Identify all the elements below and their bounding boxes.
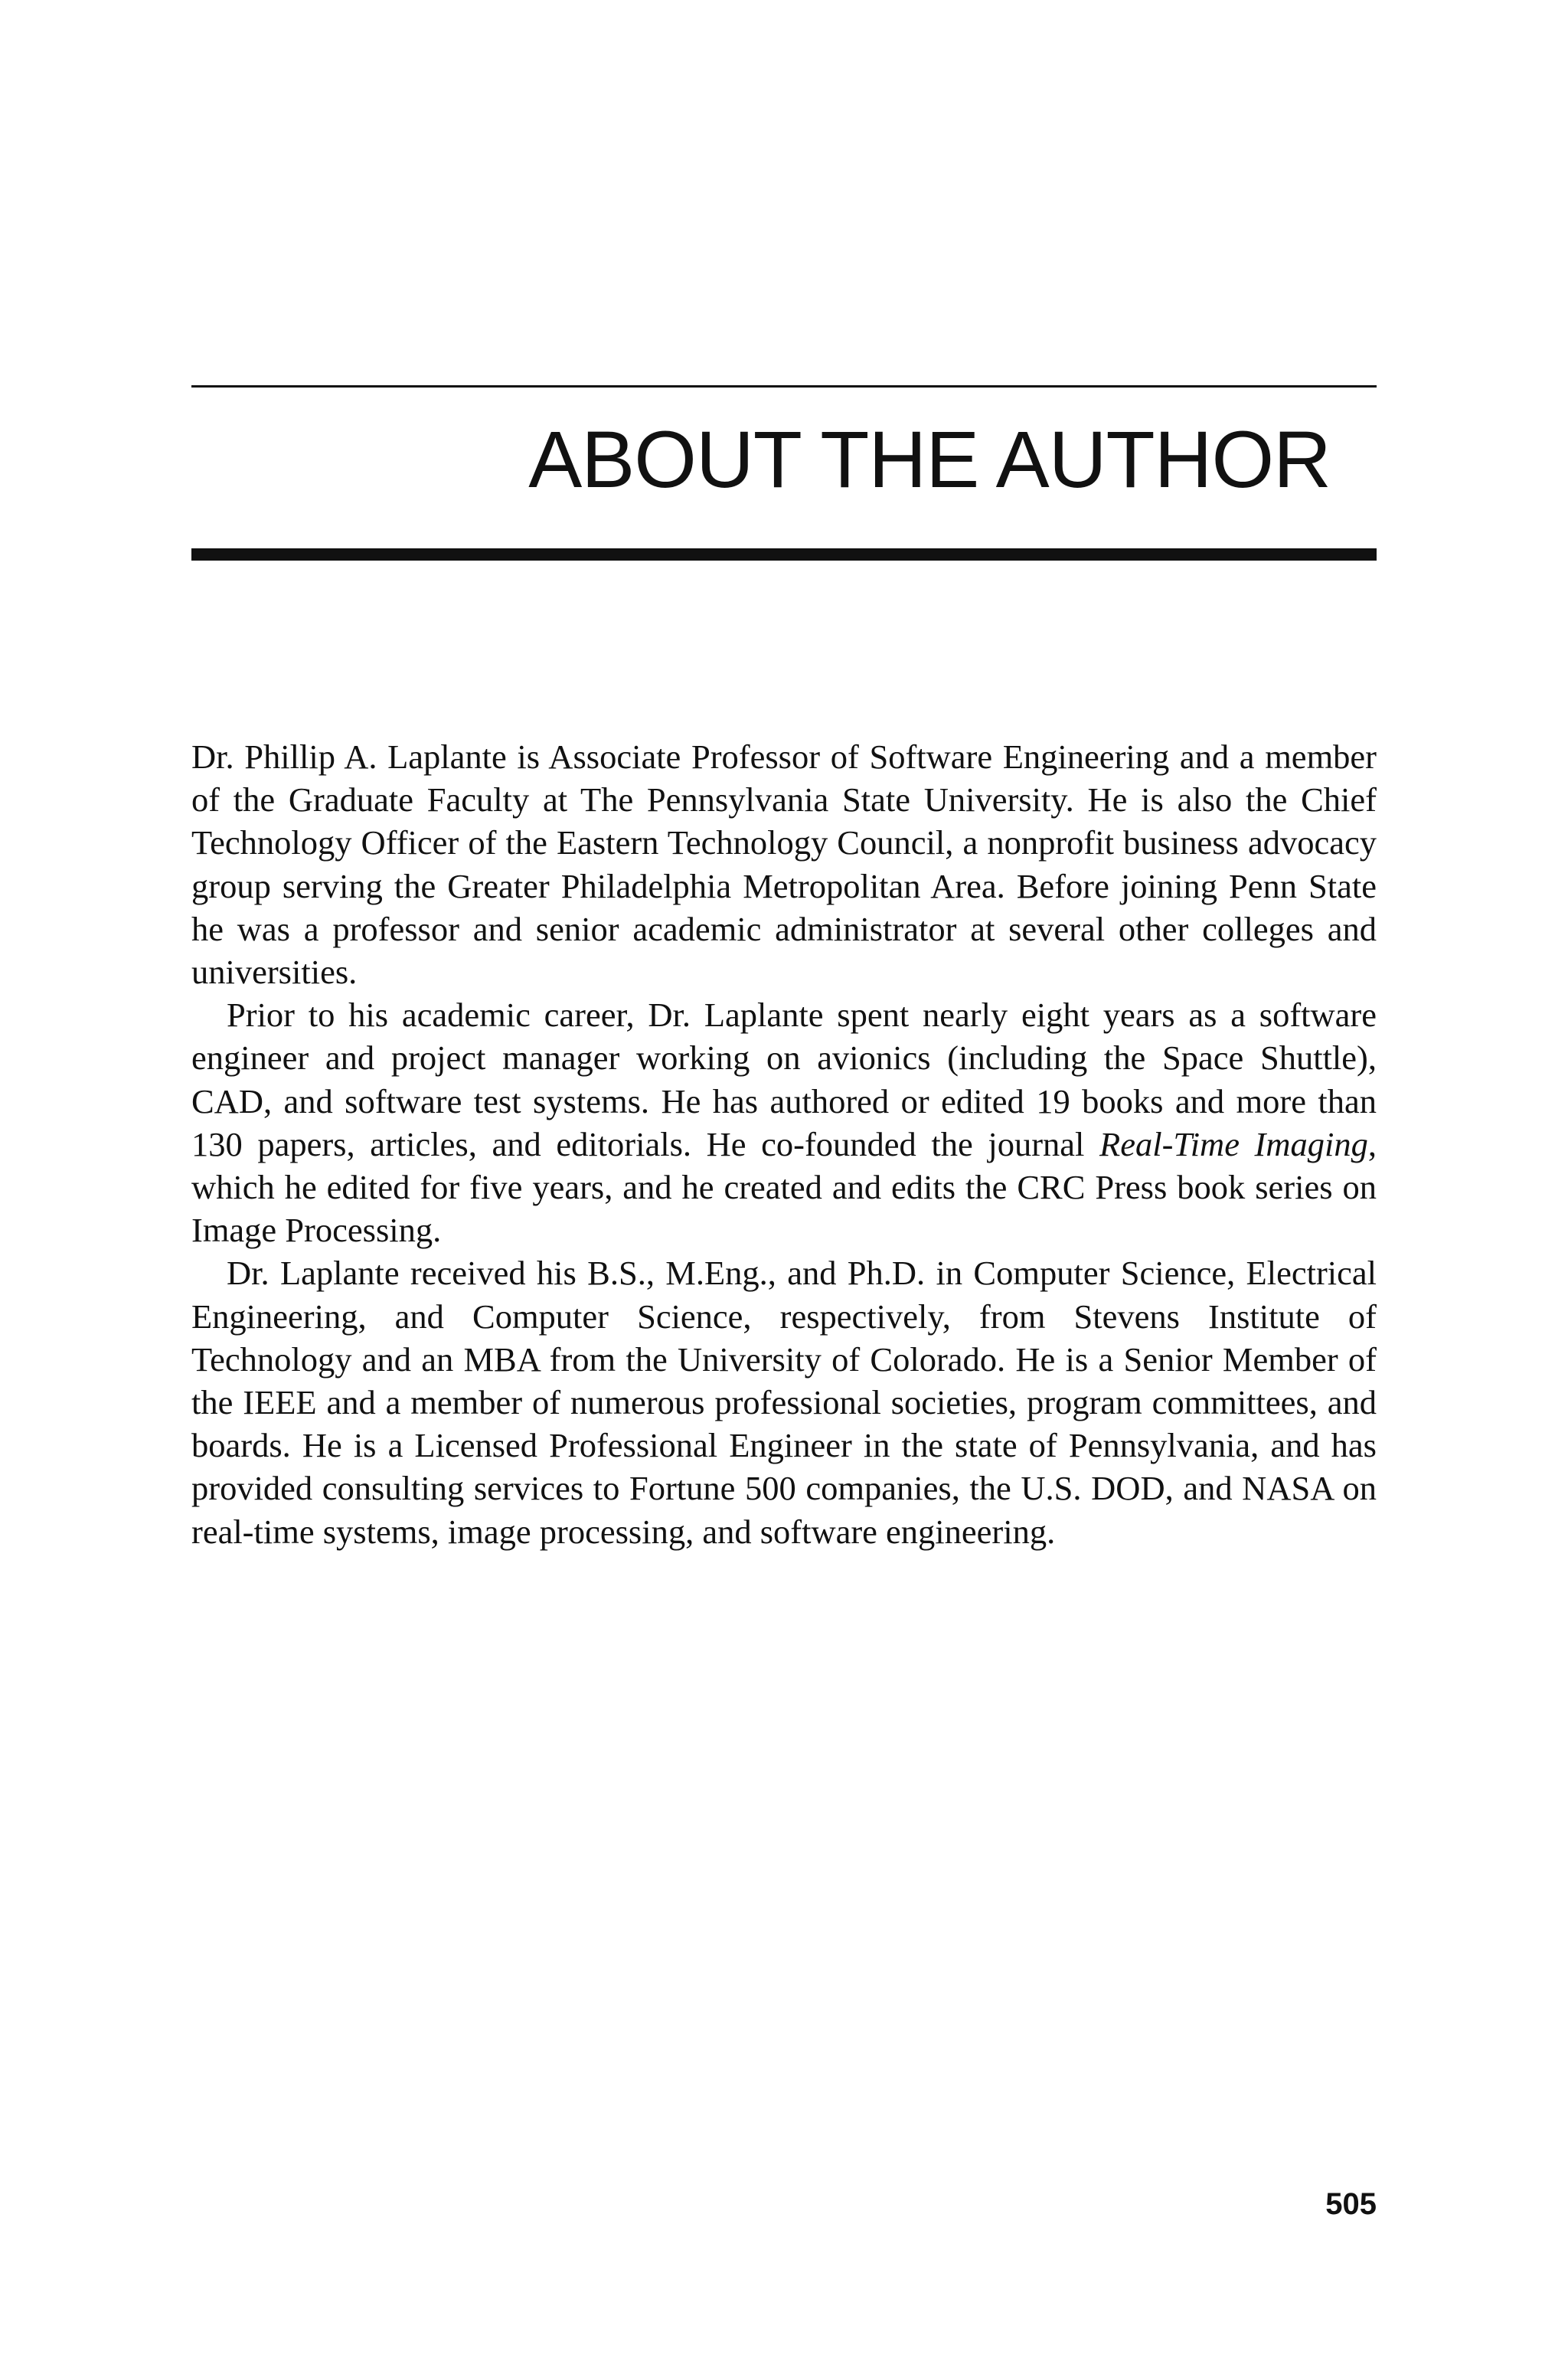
page-number: 505	[1325, 2187, 1377, 2221]
journal-title: Real-Time Imaging	[1099, 1124, 1368, 1163]
top-rule	[191, 385, 1377, 388]
bio-paragraph-2-text-end: , which he edited for five years, and he created and edits the CRC Press book series on Image Processing.	[191, 1124, 1377, 1250]
chapter-title: ABOUT THE AUTHOR	[528, 415, 1331, 505]
bio-paragraph-1: Dr. Phillip A. Laplante is Associate Professor of Software Engineering and a member of the Graduate Faculty at The Pennsylvania State University. He is also the Chief Technology Officer of the Eastern Technology Council, a nonprofit business advocacy group serving the Greater Philadelphia Metropolitan Area. Before joining Penn State he was a professor and senior academic administrator at several other colleges and universities.	[191, 738, 1377, 992]
bio-paragraph-2-text-start: Prior to his academic career, Dr. Laplante spent nearly eight years as a software engineer and project manager working on avionics (including the Space Shuttle), CAD, and software test systems. He has authored or edited 19 books and more than 130 papers, articles, and editorials. He co-founded the journal	[191, 996, 1377, 1163]
title-underline-rule	[191, 548, 1377, 561]
bio-paragraph-2	[191, 993, 1377, 1251]
bio-paragraph-3: Dr. Laplante received his B.S., M.Eng., and Ph.D. in Computer Science, Electrical Engineering, and Computer Science, respectively, from Stevens Institute of Technology and an MBA from the University of Colorado. He is a Senior Member of the IEEE and a member of numerous professional societies, program committees, and boards. He is a Licensed Professional Engineer in the state of Pennsylvania, and has provided consulting services to Fortune 500 companies, the U.S. DOD, and NASA on real-time systems, image processing, and software engineering.	[191, 1254, 1377, 1551]
author-biography	[191, 735, 1377, 1553]
